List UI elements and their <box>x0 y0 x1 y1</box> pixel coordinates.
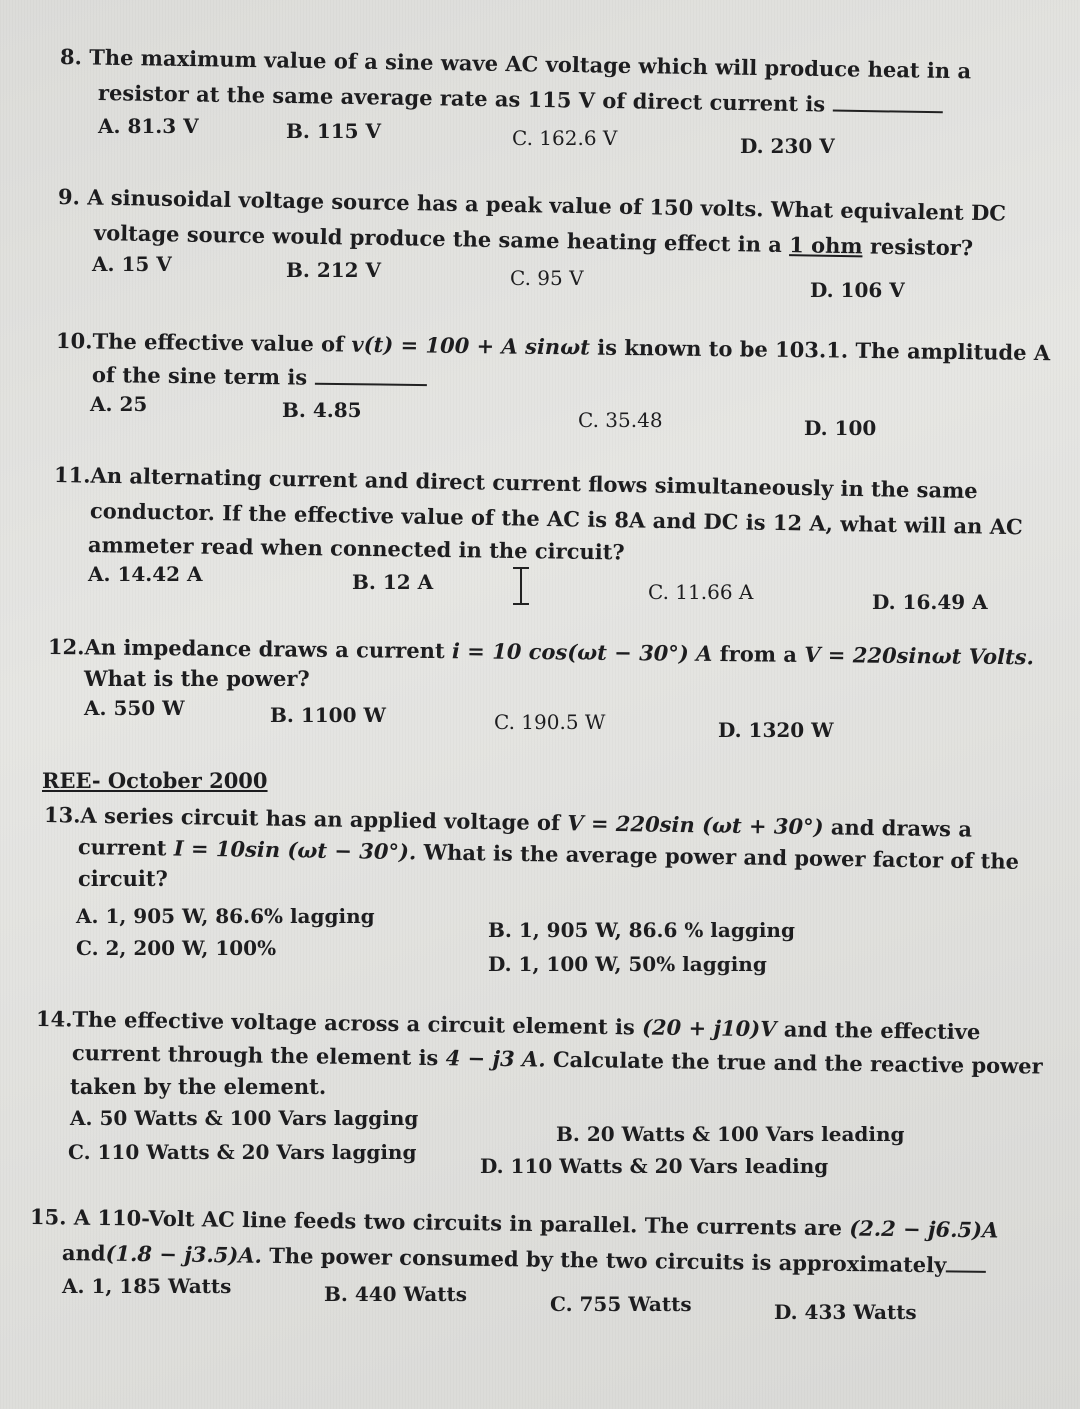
q13-option-c[interactable]: C. 2, 200 W, 100% <box>76 936 277 960</box>
q9-line-2 <box>93 220 974 261</box>
q14-option-c[interactable]: C. 110 Watts & 20 Vars lagging <box>68 1140 417 1164</box>
q15-option-a[interactable]: A. 1, 185 Watts <box>62 1274 232 1298</box>
q14-line-2-text: current through the element is <box>71 1040 439 1071</box>
q13-option-a[interactable]: A. 1, 905 W, 86.6% lagging <box>76 904 375 928</box>
q12-line-1-mid: from a <box>719 641 798 667</box>
q9-option-c[interactable]: C. 95 V <box>510 266 584 290</box>
q15-option-b[interactable]: B. 440 Watts <box>324 1282 467 1306</box>
q8-option-c[interactable]: C. 162.6 V <box>512 126 618 150</box>
q14-line-2-end: Calculate the true and the reactive power <box>552 1046 1043 1079</box>
q11-line-3: ammeter read when connected in the circuit? <box>87 532 625 565</box>
q13-line-1 <box>44 804 972 840</box>
q14-line-3: taken by the element. <box>70 1074 327 1099</box>
q12-current-eq: i = 10 cos(ωt − 30°) A <box>451 638 713 666</box>
answer-blank <box>946 1270 986 1273</box>
q15-current-2: (1.8 − j3.5)A. <box>105 1240 263 1268</box>
q12-line-2: What is the power? <box>84 666 310 691</box>
q11-option-b[interactable]: B. 12 A <box>352 570 434 594</box>
q9-option-a[interactable]: A. 15 V <box>92 252 172 276</box>
q11-option-d[interactable]: D. 16.49 A <box>872 590 988 614</box>
q12-line-1-text: 12.An impedance draws a current <box>47 634 445 664</box>
q14-option-d[interactable]: D. 110 Watts & 20 Vars leading <box>480 1154 829 1178</box>
q14-voltage-eq: (20 + j10)V <box>641 1014 777 1042</box>
q8-line-2 <box>98 82 943 116</box>
q11-line-1: 11.An alternating current and direct current flows simultaneously in the same <box>53 462 978 504</box>
q11-line-2: conductor. If the effective value of the AC is 8A and DC is 12 A, what will an AC <box>89 498 1023 540</box>
q13-line-2-text: current <box>77 834 167 861</box>
text-cursor-icon <box>510 566 532 606</box>
q13-line-1-text: 13.A series circuit has an applied voltage of <box>43 802 561 836</box>
q15-line-2 <box>62 1242 987 1276</box>
q12-line-1 <box>47 634 1035 670</box>
q11-option-a[interactable]: A. 14.42 A <box>88 562 203 586</box>
q13-current-eq: I = 10sin (ωt − 30°). <box>173 835 417 865</box>
q13-line-3: circuit? <box>78 866 168 891</box>
q11-option-c[interactable]: C. 11.66 A <box>648 580 754 604</box>
q15-line-2-end: The power consumed by the two circuits is approximately <box>269 1242 947 1278</box>
q10-option-c[interactable]: C. 35.48 <box>578 408 663 432</box>
q15-current-1: (2.2 − j6.5)A <box>849 1215 999 1243</box>
q12-option-d[interactable]: D. 1320 W <box>718 718 834 742</box>
q9-line-2-end: resistor? <box>869 233 974 261</box>
q10-line-1-end: is known to be 103.1. The amplitude A <box>597 334 1051 366</box>
q8-option-b[interactable]: B. 115 V <box>286 119 382 143</box>
q9-line-1: 9. A sinusoidal voltage source has a peak value of 150 volts. What equivalent DC <box>57 184 1007 226</box>
q15-line-1-text: 15. A 110-Volt AC line feeds two circuits in parallel. The currents are <box>29 1204 843 1241</box>
section-heading: REE- October 2000 <box>42 768 268 793</box>
q13-line-2 <box>78 836 1019 872</box>
q14-line-1 <box>35 1006 981 1045</box>
q12-option-a[interactable]: A. 550 W <box>84 696 185 720</box>
q13-line-2-end: What is the average power and power factor of the <box>423 839 1020 874</box>
q12-option-b[interactable]: B. 1100 W <box>270 703 386 727</box>
q9-option-d[interactable]: D. 106 V <box>810 278 905 302</box>
q12-option-c[interactable]: C. 190.5 W <box>494 710 606 734</box>
q9-option-b[interactable]: B. 212 V <box>286 258 382 282</box>
q10-line-2-text: of the sine term is <box>91 362 308 390</box>
q15-line-1 <box>30 1206 999 1241</box>
q10-equation: v(t) = 100 + A sinωt <box>351 331 591 360</box>
answer-blank <box>314 383 426 386</box>
q13-option-d[interactable]: D. 1, 100 W, 50% lagging <box>488 952 767 976</box>
q8-option-d[interactable]: D. 230 V <box>740 134 835 158</box>
q10-line-1-text: 10.The effective value of <box>55 328 345 357</box>
q8-line-1: 8. The maximum value of a sine wave AC voltage which will produce heat in a <box>59 44 972 84</box>
q10-option-b[interactable]: B. 4.85 <box>282 398 362 422</box>
q14-line-2 <box>72 1042 1043 1077</box>
q8-option-a[interactable]: A. 81.3 V <box>98 114 199 138</box>
q13-line-1-end: and draws a <box>830 814 973 842</box>
q15-option-d[interactable]: D. 433 Watts <box>774 1300 917 1324</box>
q14-line-1-end: and the effective <box>783 1016 981 1045</box>
q12-voltage-eq: V = 220sinωt Volts. <box>804 641 1035 670</box>
q14-option-a[interactable]: A. 50 Watts & 100 Vars lagging <box>70 1106 419 1130</box>
q14-current-eq: 4 − j3 A. <box>445 1045 546 1072</box>
q15-and: and <box>61 1240 106 1266</box>
q13-voltage-eq: V = 220sin (ωt + 30°) <box>567 810 824 840</box>
q10-line-1 <box>55 328 1051 366</box>
q9-underlined-ohm: 1 ohm <box>789 232 863 259</box>
q14-option-b[interactable]: B. 20 Watts & 100 Vars leading <box>556 1122 905 1146</box>
q13-option-b[interactable]: B. 1, 905 W, 86.6 % lagging <box>488 918 795 942</box>
q8-line-2-text: resistor at the same average rate as 115 V of direct current is <box>97 80 826 117</box>
q14-line-1-text: 14.The effective voltage across a circuit element is <box>35 1006 635 1040</box>
q9-line-2-text: voltage source would produce the same heating effect in a <box>93 220 783 258</box>
q10-line-2 <box>92 364 427 389</box>
q10-option-d[interactable]: D. 100 <box>804 416 877 440</box>
q10-option-a[interactable]: A. 25 <box>90 392 148 416</box>
answer-blank <box>832 110 942 114</box>
q15-option-c[interactable]: C. 755 Watts <box>550 1292 692 1316</box>
